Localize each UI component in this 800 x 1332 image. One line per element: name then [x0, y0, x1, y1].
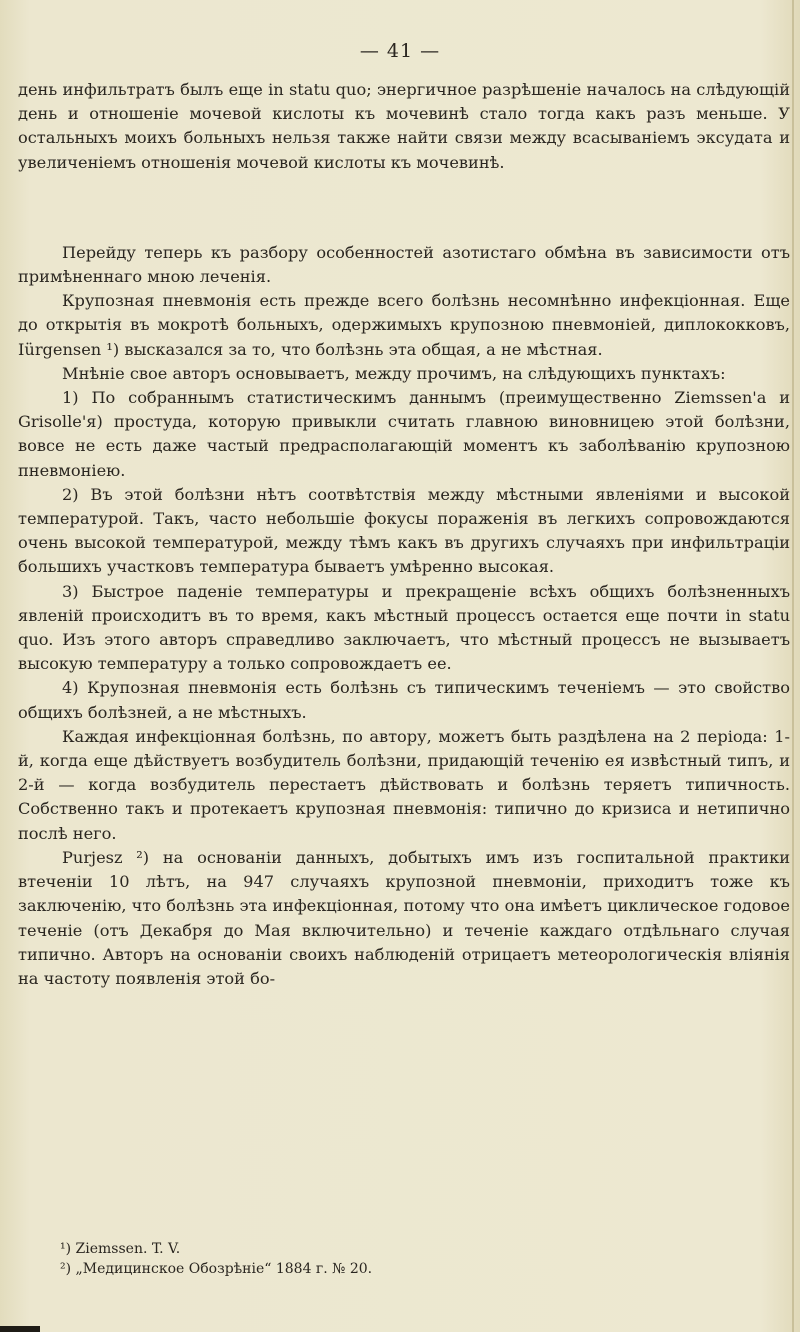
- footnotes: [60, 1239, 760, 1279]
- paragraph-point-1: 1) По собраннымъ статистическимъ даннымъ (преимущественно Ziemssen'а и Grisolle'я) простуда, которую привыкли считать главною виновницею этой болѣзни, вовсе не есть даже частый предрасполагающій моментъ къ заболѣванію крупозною пневмоніею.: [18, 388, 790, 480]
- paragraph-4: Мнѣніе свое авторъ основываетъ, между прочимъ, на слѣдующихъ пунктахъ:: [62, 363, 726, 383]
- footnote-2: ²) „Медицинское Обозрѣніе“ 1884 г. № 20.: [60, 1261, 373, 1277]
- body-text: [18, 78, 790, 991]
- page-edge-shadow: [792, 0, 794, 1332]
- scan-edge-mark: [0, 1326, 40, 1332]
- paragraph-point-2: 2) Въ этой болѣзни нѣтъ соотвѣтствія между мѣстными явленіями и высокой температурой. Такъ, часто небольшіе фокусы пораженія въ легкихъ сопровождаются очень высокой температурой, между тѣмъ какъ въ другихъ случаяхъ при инфильтраціи большихъ участковъ температура бываетъ умѣренно высокая.: [18, 484, 790, 577]
- paragraph-3: Крупозная пневмонія есть прежде всего болѣзнь несомнѣнно инфекціонная. Еще до открытія въ мокротѣ больныхъ, одержимыхъ крупозною пневмоніей, диплококковъ, Iürgensen ¹) высказался за то, что болѣзнь эта общая, а не мѣстная.: [18, 291, 790, 359]
- section-gap: [18, 175, 790, 241]
- page-number: — 41 —: [359, 40, 441, 62]
- paragraph-2: Перейду теперь къ разбору особенностей азотистаго обмѣна въ зависимости отъ примѣненнаго мною леченія.: [18, 242, 790, 287]
- paragraph-point-3: 3) Быстрое паденіе температуры и прекращеніе всѣхъ общихъ болѣзненныхъ явленій происходитъ въ то время, какъ мѣстный процессъ остается еще почти in statu quo. Изъ этого авторъ справедливо заключаетъ, что мѣстный процессъ не вызываетъ высокую температуру а только сопровождаетъ ее.: [18, 581, 790, 674]
- paragraph-10: Purjesz ²) на основаніи данныхъ, добытыхъ имъ изъ госпитальной практики втеченіи 10 лѣтъ, на 947 случаяхъ крупозной пневмоніи, приходитъ тоже къ заключенію, что болѣзнь эта инфекціонная, потому что она имѣетъ циклическое годовое теченіе (отъ Декабря до Мая включительно) и теченіе каждаго отдѣльнаго случая типично. Авторъ на основаніи своихъ наблюденій отрицаетъ метеорологическія вліянія на частоту появленія этой бо-: [18, 847, 790, 988]
- paragraph-point-4: 4) Крупозная пневмонія есть болѣзнь съ типическимъ теченіемъ — это свойство общихъ болѣзней, а не мѣстныхъ.: [18, 678, 790, 722]
- paragraph-9: Каждая инфекціонная болѣзнь, по автору, можетъ быть раздѣлена на 2 періода: 1-й, когда еще дѣйствуетъ возбудитель болѣзни, придающій теченію ея извѣстный типъ, и 2-й — когда возбудитель перестаетъ дѣйствовать и болѣзнь теряетъ типичность. Собственно такъ и протекаетъ крупозная пневмонія: типично до кризиса и нетипично послѣ него.: [18, 726, 790, 843]
- footnote-1: ¹) Ziemssen. T. V.: [60, 1241, 181, 1257]
- paragraph-1: день инфильтратъ былъ еще in statu quo; энергичное разрѣшеніе началось на слѣдующій день и отношеніе мочевой кислоты къ мочевинѣ стало тогда какъ разъ меньше. У остальныхъ моихъ больныхъ нельзя также найти связи между всасываніемъ эксудата и увеличеніемъ отношенія мочевой кислоты къ мочевинѣ.: [18, 80, 790, 172]
